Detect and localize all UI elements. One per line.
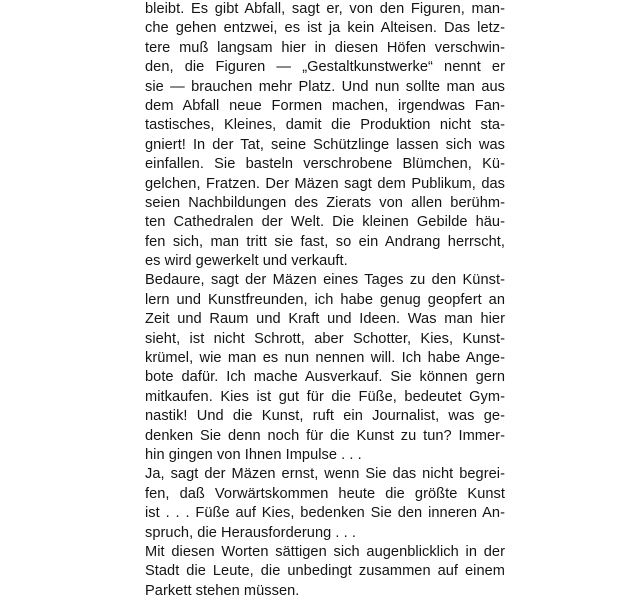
paragraph-2 <box>145 271 505 465</box>
text-line: gelchen, Fratzen. Der Mäzen sagt dem Publikum, das <box>145 175 505 192</box>
text-line: denken Sie denn noch für die Kunst zu tun? Immer- <box>145 427 505 444</box>
text-line: che gehen entzwei, es ist ja kein Alteisen. Das letz- <box>145 20 505 37</box>
text-line: bote dafür. Ich mache Ausverkauf. Sie können gern <box>145 369 505 386</box>
text-line: krümel, wie man es nun nennen will. Ich habe Ange- <box>145 350 505 367</box>
text-line: es wird gewerkelt und verkauft. <box>145 253 348 270</box>
text-line: sie — brauchen mehr Platz. Und nun sollte man aus <box>145 78 505 95</box>
text-line: nastik! Und die Kunst, ruft ein Journalist, was ge- <box>145 408 505 425</box>
text-line: hin gingen von Ihnen Impulse . . . <box>145 446 362 463</box>
text-line: lern und Kunstfreunden, ich habe genug geopfert an <box>145 291 505 308</box>
text-line: seien Nachbildungen des Zierats von allen berühm- <box>145 194 505 211</box>
text-line: fen, daß Vorwärtskommen heute die größte Kunst <box>145 485 505 502</box>
text-line: ist . . . Füße auf Kies, bedenken Sie den inneren An- <box>145 505 505 522</box>
paragraph-3 <box>145 465 505 543</box>
text-line: Parkett stehen müssen. <box>145 582 300 599</box>
text-line: einfallen. Sie basteln verschrobene Blümchen, Kü- <box>145 156 505 173</box>
text-line: den, die Figuren — „Gestaltkunstwerke“ nennt er <box>145 59 505 76</box>
text-line: ten Cathedralen der Welt. Die kleinen Gebilde häu- <box>145 214 505 231</box>
paragraph-4 <box>145 543 505 601</box>
text-line: spruch, die Herausforderung . . . <box>145 524 356 541</box>
text-column <box>145 0 505 601</box>
text-line: tastisches, Kleines, damit die Produktion nicht sta- <box>145 117 505 134</box>
text-line: Ja, sagt der Mäzen ernst, wenn Sie das nicht begrei- <box>145 466 505 483</box>
text-line: Mit diesen Worten sättigen sich augenblicklich in der <box>145 543 505 560</box>
text-line: bleibt. Es gibt Abfall, sagt er, von den Figuren, man- <box>145 1 505 17</box>
text-line: Stadt die Leute, die unbedingt zusammen auf einem <box>145 563 505 580</box>
text-line: tere muß langsam hier in diesen Höfen verschwin- <box>145 39 505 56</box>
text-line: sieht, ist nicht Schrott, aber Schotter, Kies, Kunst- <box>145 330 505 347</box>
text-line: dem Abfall neue Formen machen, irgendwas Fan- <box>145 97 505 114</box>
paragraph-1 <box>145 0 505 271</box>
text-line: mitkaufen. Kies ist gut für die Füße, bedeutet Gym- <box>145 388 505 405</box>
text-line: Zeit und Raum und Kraft und Ideen. Was man hier <box>145 311 505 328</box>
text-line: gniert! In der Tat, seine Schützlinge lassen sich was <box>145 136 505 153</box>
text-line: fen sich, man tritt sie fast, so ein Andrang herrscht, <box>145 233 505 250</box>
text-line: Bedaure, sagt der Mäzen eines Tages zu den Künst- <box>145 272 505 289</box>
